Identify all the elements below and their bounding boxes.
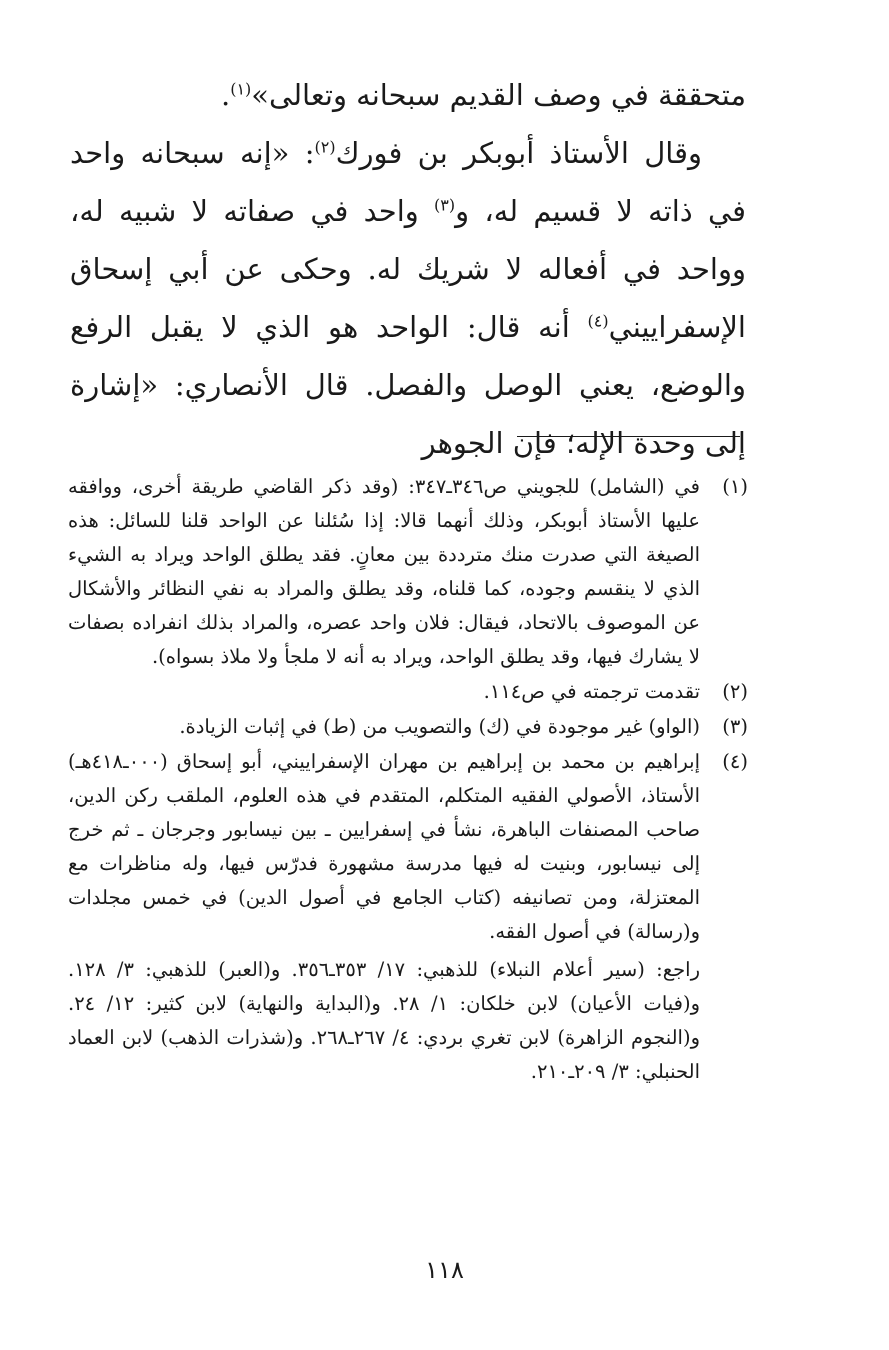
paragraph-2-text-c: واحد في صفاته لا شبيه له، وواحد في أفعاله لا شريك له. وحكى عن أبي إسحاق الإسفراييني (70, 194, 746, 344)
footnote-ref-1[interactable]: (١) (230, 79, 252, 99)
footnote-number: (٢) (722, 680, 748, 703)
paragraph-2-text-d: أنه قال: الواحد هو الذي لا يقبل الرفع والوضع، يعني الوصل والفصل. قال الأنصاري: «إشارة إلى وحدة الإله؛ فإن الجوهر (70, 310, 746, 460)
paragraph-2 (70, 124, 746, 472)
footnote-text: (الواو) غير موجودة في (ك) والتصويب من (ط) في إثبات الزيادة. (179, 715, 700, 738)
footnote-text: في (الشامل) للجويني ص٣٤٦ـ٣٤٧: (وقد ذكر القاضي طريقة أخرى، ووافقه عليها الأستاذ أبوبكر، وذلك أنهما قالا: إذا سُئلنا عن الواحد قلنا للسائل: هذه الصيغة التي صدرت منك مترددة بين معانٍ. فقد يطلق الواحد ويراد به الشيء الذي لا ينقسم وجوده، كما قلناه، وقد يطلق والمراد به نفي النظائر والأشكال عن الموصوف بالاتحاد، فيقال: فلان واحد عصره، والمراد بذلك انفراده بصفات لا يشارك فيها، وقد يطلق الواحد، ويراد به أنه لا ملجأ ولا ملاذ بسواه). (68, 475, 700, 668)
footnotes-section (68, 470, 748, 1089)
page-number: ١١٨ (425, 1256, 464, 1284)
main-text-body (70, 66, 746, 472)
paragraph-2-text-b: : «إنه سبحانه واحد في ذاته لا قسيم له، و (70, 136, 746, 228)
footnote-ref-3[interactable]: (٣) (434, 195, 456, 215)
footnote-3 (68, 710, 748, 744)
paragraph-1-end: . (220, 78, 231, 112)
paragraph-1-text: متحققة في وصف القديم سبحانه وتعالى» (251, 78, 746, 112)
footnote-4 (68, 745, 748, 949)
footnote-ref-4[interactable]: (٤) (587, 311, 609, 331)
footnote-text: إبراهيم بن محمد بن إبراهيم بن مهران الإسفراييني، أبو إسحاق (٠٠٠ـ٤١٨هـ) الأستاذ، الأصولي الفقيه المتكلم، المتقدم في هذه العلوم، الملقب ركن الدين، صاحب المصنفات الباهرة، نشأ في إسفرايين ـ بين نيسابور وجرجان ـ ثم خرج إلى نيسابور، وبنيت له فيها مدرسة مشهورة فدرّس فيها، وله مناظرات مع المعتزلة، ومن تصانيفه (كتاب الجامع في أصول الدين) في خمس مجلدات و(رسالة) في أصول الفقه. (68, 750, 700, 943)
footnote-number: (١) (722, 475, 748, 498)
footnote-number: (٣) (722, 715, 748, 738)
footnote-number: (٤) (722, 750, 748, 773)
footnote-4-sources: راجع: (سير أعلام النبلاء) للذهبي: ١٧/ ٣٥٣ـ٣٥٦. و(العبر) للذهبي: ٣/ ١٢٨. و(فيات الأعيان) لابن خلكان: ١/ ٢٨. و(البداية والنهاية) لابن كثير: ١٢/ ٢٤. و(النجوم الزاهرة) لابن تغري بردي: ٤/ ٢٦٧ـ٢٦٨. و(شذرات الذهب) لابن العماد الحنبلي: ٣/ ٢٠٩ـ٢١٠. (68, 958, 700, 1083)
footnote-ref-2[interactable]: (٢) (314, 137, 336, 157)
footnote-1 (68, 470, 748, 674)
footnote-separator (517, 436, 740, 437)
paragraph-1 (70, 66, 746, 124)
footnote-2 (68, 675, 748, 709)
paragraph-2-text-a: وقال الأستاذ أبوبكر بن فورك (335, 136, 703, 170)
footnote-text: تقدمت ترجمته في ص١١٤. (483, 680, 700, 703)
